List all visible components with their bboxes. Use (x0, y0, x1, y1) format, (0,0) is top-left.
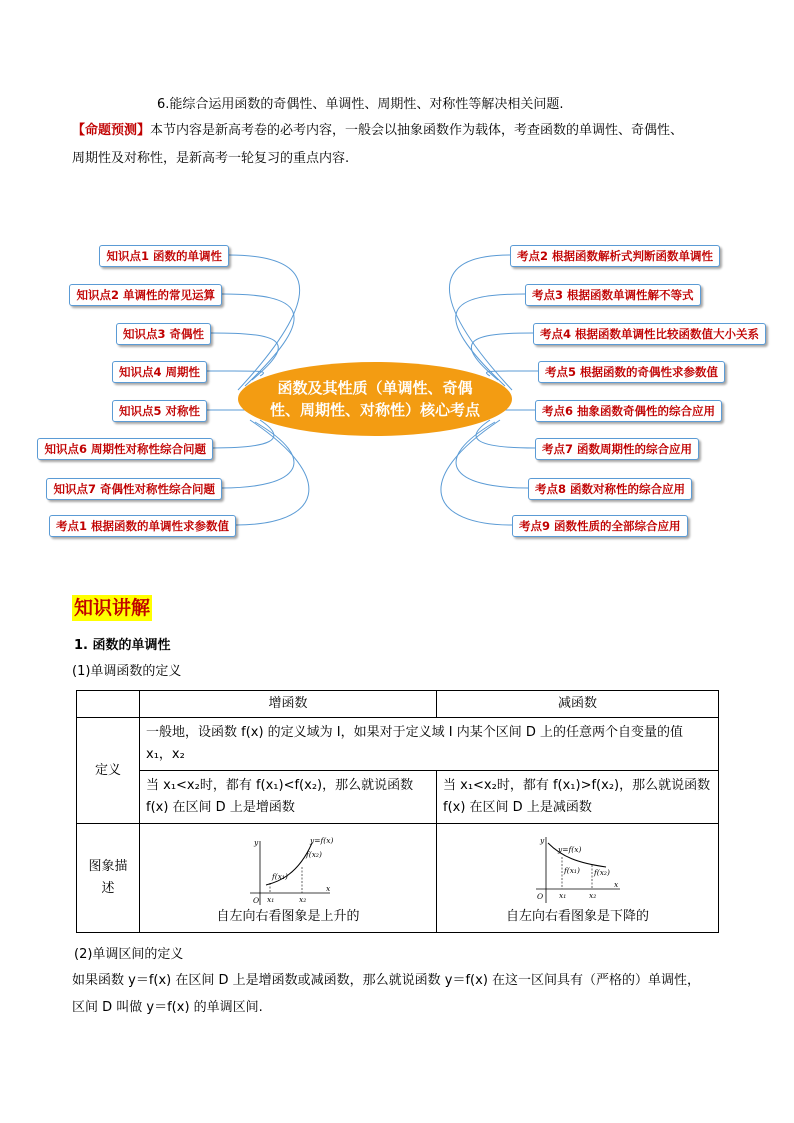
header-decreasing: 减函数 (437, 691, 719, 718)
mind-map-center: 函数及其性质（单调性、奇偶性、周期性、对称性）核心考点 (238, 362, 512, 436)
node-right-1: 考点2 根据函数解析式判断函数单调性 (510, 245, 720, 267)
fx1-label: f(x₁) (272, 872, 288, 881)
table-row (77, 824, 719, 933)
definition-decreasing: 当 x₁<x₂时，都有 f(x₁)>f(x₂)，那么就说函数 f(x) 在区间 D 上是减函数 (437, 771, 719, 824)
x1-label: x₁ (558, 891, 566, 900)
graph-decreasing-caption: 自左向右看图象是下降的 (505, 909, 649, 924)
decreasing-graph (528, 835, 628, 907)
section-heading: 知识讲解 (74, 597, 151, 619)
definition-increasing: 当 x₁<x₂时，都有 f(x₁)<f(x₂)，那么就说函数 f(x) 在区间 D 上是增函数 (140, 771, 437, 824)
mind-map (0, 230, 794, 550)
node-left-4: 知识点4 周期性 (112, 361, 207, 383)
connector-left-8 (236, 420, 309, 525)
node-right-7: 考点8 函数对称性的综合应用 (528, 478, 692, 500)
node-right-4: 考点5 根据函数的奇偶性求参数值 (538, 361, 725, 383)
node-right-8: 考点9 函数性质的全部综合应用 (512, 515, 688, 537)
increasing-graph (238, 835, 338, 907)
curve-label: y=f(x) (310, 836, 334, 845)
x-axis-label: x (613, 880, 618, 889)
interval-line-1: 如果函数 y＝f(x) 在区间 D 上是增函数或减函数，那么就说函数 y＝f(x) 在这一区间具有（严格的）单调性， (72, 973, 701, 988)
header-increasing: 增函数 (140, 691, 437, 718)
fx1-label: f(x₁) (563, 866, 580, 875)
node-right-6: 考点7 函数周期性的综合应用 (535, 438, 699, 460)
node-right-2: 考点3 根据函数单调性解不等式 (525, 284, 701, 306)
node-left-8: 考点1 根据函数的单调性求参数值 (49, 515, 236, 537)
node-left-6: 知识点6 周期性对称性综合问题 (37, 438, 213, 460)
prediction-line-2: 周期性及对称性，是新高考一轮复习的重点内容. (72, 151, 350, 166)
interval-title: (2)单调区间的定义 (74, 947, 184, 962)
table-row (77, 718, 719, 771)
definition-common: 一般地，设函数 f(x) 的定义域为 I，如果对于定义域 I 内某个区间 D 上的任意两个自变量的值 x₁，x₂ (140, 718, 719, 771)
connector-left-6 (213, 420, 274, 448)
graph-decreasing-cell (437, 824, 719, 933)
node-right-3: 考点4 根据函数单调性比较函数值大小关系 (533, 323, 766, 345)
y-axis-label: y (254, 838, 259, 847)
origin-label: O (536, 892, 543, 901)
row-label-definition: 定义 (77, 718, 140, 824)
node-left-5: 知识点5 对称性 (112, 400, 207, 422)
prediction-tag: 【命题预测】 (72, 123, 151, 138)
interval-line-2: 区间 D 叫做 y＝f(x) 的单调区间. (72, 1000, 263, 1015)
connector-right-6 (476, 420, 535, 448)
table-row (77, 771, 719, 824)
subsection-title: 1. 函数的单调性 (74, 638, 171, 653)
objective-item-6: 6.能综合运用函数的奇偶性、单调性、周期性、对称性等解决相关问题. (157, 97, 564, 112)
node-left-7: 知识点7 奇偶性对称性综合问题 (46, 478, 222, 500)
prediction-text-1: 本节内容是新高考卷的必考内容，一般会以抽象函数作为载体，考查函数的单调性、奇偶性、 (150, 123, 684, 138)
graph-increasing-caption: 自左向右看图象是上升的 (216, 909, 360, 924)
connector-right-3 (471, 333, 533, 380)
definition-title: (1)单调函数的定义 (72, 664, 182, 679)
node-right-5: 考点6 抽象函数奇偶性的综合应用 (535, 400, 722, 422)
node-left-1: 知识点1 函数的单调性 (99, 245, 229, 267)
y-axis-label: y (539, 836, 544, 845)
graph-increasing-cell (140, 824, 437, 933)
connector-left-7 (222, 422, 294, 488)
monotonic-definition-table (76, 690, 719, 933)
connector-right-7 (456, 422, 528, 488)
x1-label: x₁ (267, 895, 275, 904)
x2-label: x₂ (588, 891, 596, 900)
origin-label: O (253, 896, 260, 905)
table-corner (77, 691, 140, 718)
curve-label: y=f(x) (557, 845, 581, 854)
table-header-row (77, 691, 719, 718)
x2-label: x₂ (299, 895, 307, 904)
prediction-line-1 (72, 122, 683, 140)
node-left-3: 知识点3 奇偶性 (116, 323, 211, 345)
fx2-label: f(x₂) (306, 850, 322, 859)
fx2-label: f(x₂) (593, 868, 610, 877)
node-left-2: 知识点2 单调性的常见运算 (69, 284, 222, 306)
row-label-graph: 图象描述 (77, 824, 140, 933)
x-axis-label: x (326, 884, 331, 893)
connector-left-3 (211, 333, 278, 380)
